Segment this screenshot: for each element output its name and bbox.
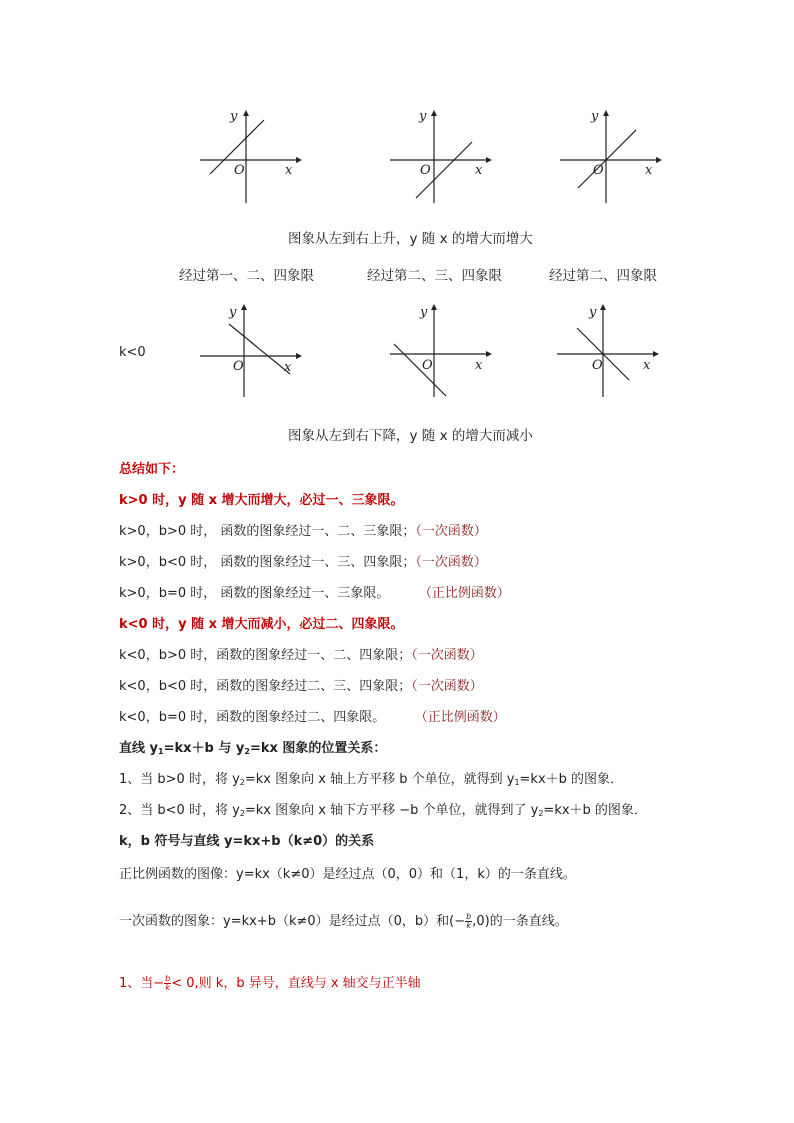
kb-case-1: 1、当− $\frac{b}{k}$ < 0,则 k，b 异号，直线与 x 轴交与正半轴 — [119, 974, 421, 992]
svg-text:x: x — [645, 163, 653, 178]
svg-text:y: y — [419, 109, 427, 124]
caption-increase: 图象从左到右上升，y 随 x 的增大而增大 — [288, 231, 533, 247]
kb-linear: 一次函数的图象：y=kx+b（k≠0）是经过点（0，b）和(− $\frac{b}{k}$ ,0)的一条直线。 — [119, 912, 568, 930]
kb-heading: k，b 符号与直线 y=kx+b（k≠0）的关系 — [119, 834, 375, 849]
summary-pos-item-1: k>0，b>0 时， 函数的图象经过一、二、三象限；（一次函数） — [119, 524, 487, 539]
summary-heading: 总结如下： — [119, 462, 185, 477]
graph-k-pos-b-neg — [386, 108, 496, 208]
quadrant-label-3: 经过第二、四象限 — [549, 268, 657, 284]
summary-neg-item-1: k<0，b>0 时，函数的图象经过一、二、四象限；（一次函数） — [119, 648, 483, 663]
quadrant-label-2: 经过第二、三、四象限 — [367, 268, 502, 284]
svg-text:x: x — [285, 163, 293, 178]
svg-text:y: y — [589, 305, 597, 320]
caption-decrease: 图象从左到右下降，y 随 x 的增大而减小 — [288, 428, 533, 444]
relation-item-1: 1、当 b>0 时，将 $y_2=kx$ 图象向 x 轴上方平移 b 个单位，就得到 $y_1=kx+b$ 的图象． — [119, 772, 624, 787]
summary-neg-heading: k<0 时，y 随 x 增大而减小，必过二、四象限。 — [119, 617, 404, 632]
svg-text:O: O — [420, 163, 431, 178]
summary-neg-item-3: k<0，b=0 时，函数的图象经过二、四象限。 （正比例函数） — [119, 710, 506, 725]
svg-text:O: O — [593, 163, 604, 178]
svg-text:x: x — [475, 358, 483, 373]
graph-k-neg-b-pos — [196, 302, 306, 402]
summary-pos-heading: k>0 时，y 随 x 增大而增大，必过一、三象限。 — [119, 493, 404, 508]
svg-text:O: O — [234, 163, 245, 178]
k-negative-label: k<0 — [119, 345, 146, 360]
svg-text:y: y — [591, 109, 599, 124]
summary-neg-item-2: k<0，b<0 时，函数的图象经过二、三、四象限；（一次函数） — [119, 679, 483, 694]
fraction-b-over-k: $\frac{b}{k}$ — [165, 974, 171, 992]
graph-k-pos-b-zero — [556, 108, 666, 208]
fraction-b-over-k: $\frac{b}{k}$ — [466, 912, 472, 930]
summary-pos-item-3: k>0，b=0 时， 函数的图象经过一、三象限。 （正比例函数） — [119, 586, 510, 601]
graph-k-neg-b-neg — [386, 302, 496, 402]
graph-k-pos-b-pos — [196, 108, 306, 208]
svg-text:x: x — [643, 358, 651, 373]
svg-text:x: x — [284, 360, 292, 375]
svg-text:y: y — [420, 305, 428, 320]
relation-item-2: 2、当 b<0 时，将 $y_2=kx$ 图象向 x 轴下方平移 −b 个单位，就得到了 $y_2=kx+b$ 的图象． — [119, 803, 647, 818]
svg-text:y: y — [229, 305, 237, 320]
graph-k-neg-b-zero — [553, 302, 663, 402]
svg-text:O: O — [592, 358, 603, 373]
kb-proportional: 正比例函数的图像：y=kx（k≠0）是经过点（0，0）和（1，k）的一条直线。 — [119, 867, 576, 882]
svg-text:x: x — [475, 163, 483, 178]
quadrant-label-1: 经过第一、二、四象限 — [179, 268, 314, 284]
relation-heading: 直线 $y_1=kx+b$ 与 $y_2=kx$ 图象的位置关系： — [119, 741, 387, 756]
svg-text:y: y — [230, 109, 238, 124]
svg-text:O: O — [422, 358, 433, 373]
summary-pos-item-2: k>0，b<0 时， 函数的图象经过一、三、四象限；（一次函数） — [119, 555, 487, 570]
svg-text:O: O — [233, 359, 244, 374]
